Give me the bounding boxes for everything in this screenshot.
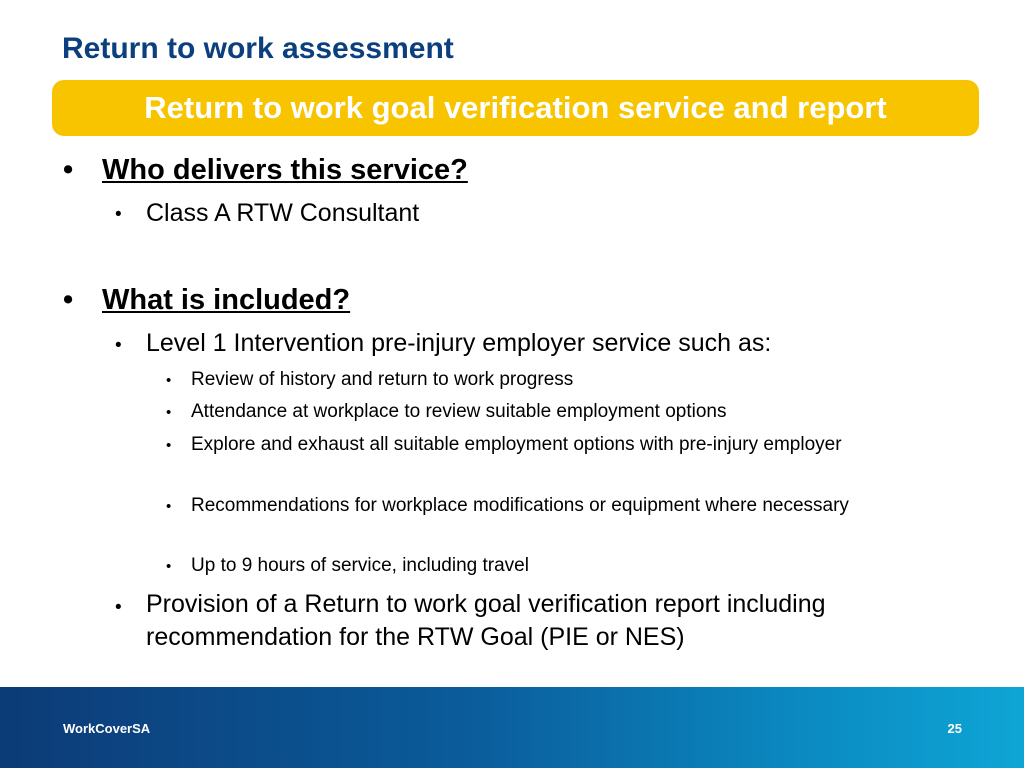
- bullet-glyph: •: [166, 437, 172, 454]
- bullet-glyph: •: [63, 284, 74, 316]
- item-level1-intervention: Level 1 Intervention pre-injury employer service such as:: [146, 329, 772, 357]
- page-number: 25: [947, 721, 962, 736]
- item-provision-report: Provision of a Return to work goal verification report including recommendation for the RTW Goal (PIE or NES): [146, 590, 826, 651]
- sub-item-review-history: Review of history and return to work progress: [191, 369, 574, 390]
- bullet-glyph: •: [115, 335, 122, 356]
- sub-item-attendance: Attendance at workplace to review suitable employment options: [191, 401, 727, 422]
- bullet-glyph: •: [166, 498, 172, 515]
- footer-bar: [0, 687, 1024, 768]
- section-heading-who: Who delivers this service?: [102, 154, 468, 186]
- bullet-glyph: •: [63, 154, 74, 186]
- sub-item-recommendations: Recommendations for workplace modifications or equipment where necessary: [191, 495, 849, 516]
- item-class-a-consultant: Class A RTW Consultant: [146, 199, 420, 227]
- slide-title: Return to work assessment: [62, 32, 454, 65]
- bullet-glyph: •: [166, 558, 172, 575]
- banner-text: Return to work goal verification service and report: [144, 90, 887, 125]
- bullet-glyph: •: [166, 404, 172, 421]
- bullet-glyph: •: [166, 372, 172, 389]
- sub-item-explore-options: Explore and exhaust all suitable employment options with pre-injury employer: [191, 434, 842, 455]
- bullet-glyph: •: [115, 597, 122, 618]
- section-heading-what: What is included?: [102, 284, 351, 316]
- footer-brand: WorkCoverSA: [63, 721, 151, 736]
- sub-item-up-to-9-hours: Up to 9 hours of service, including travel: [191, 555, 529, 576]
- bullet-glyph: •: [115, 204, 122, 225]
